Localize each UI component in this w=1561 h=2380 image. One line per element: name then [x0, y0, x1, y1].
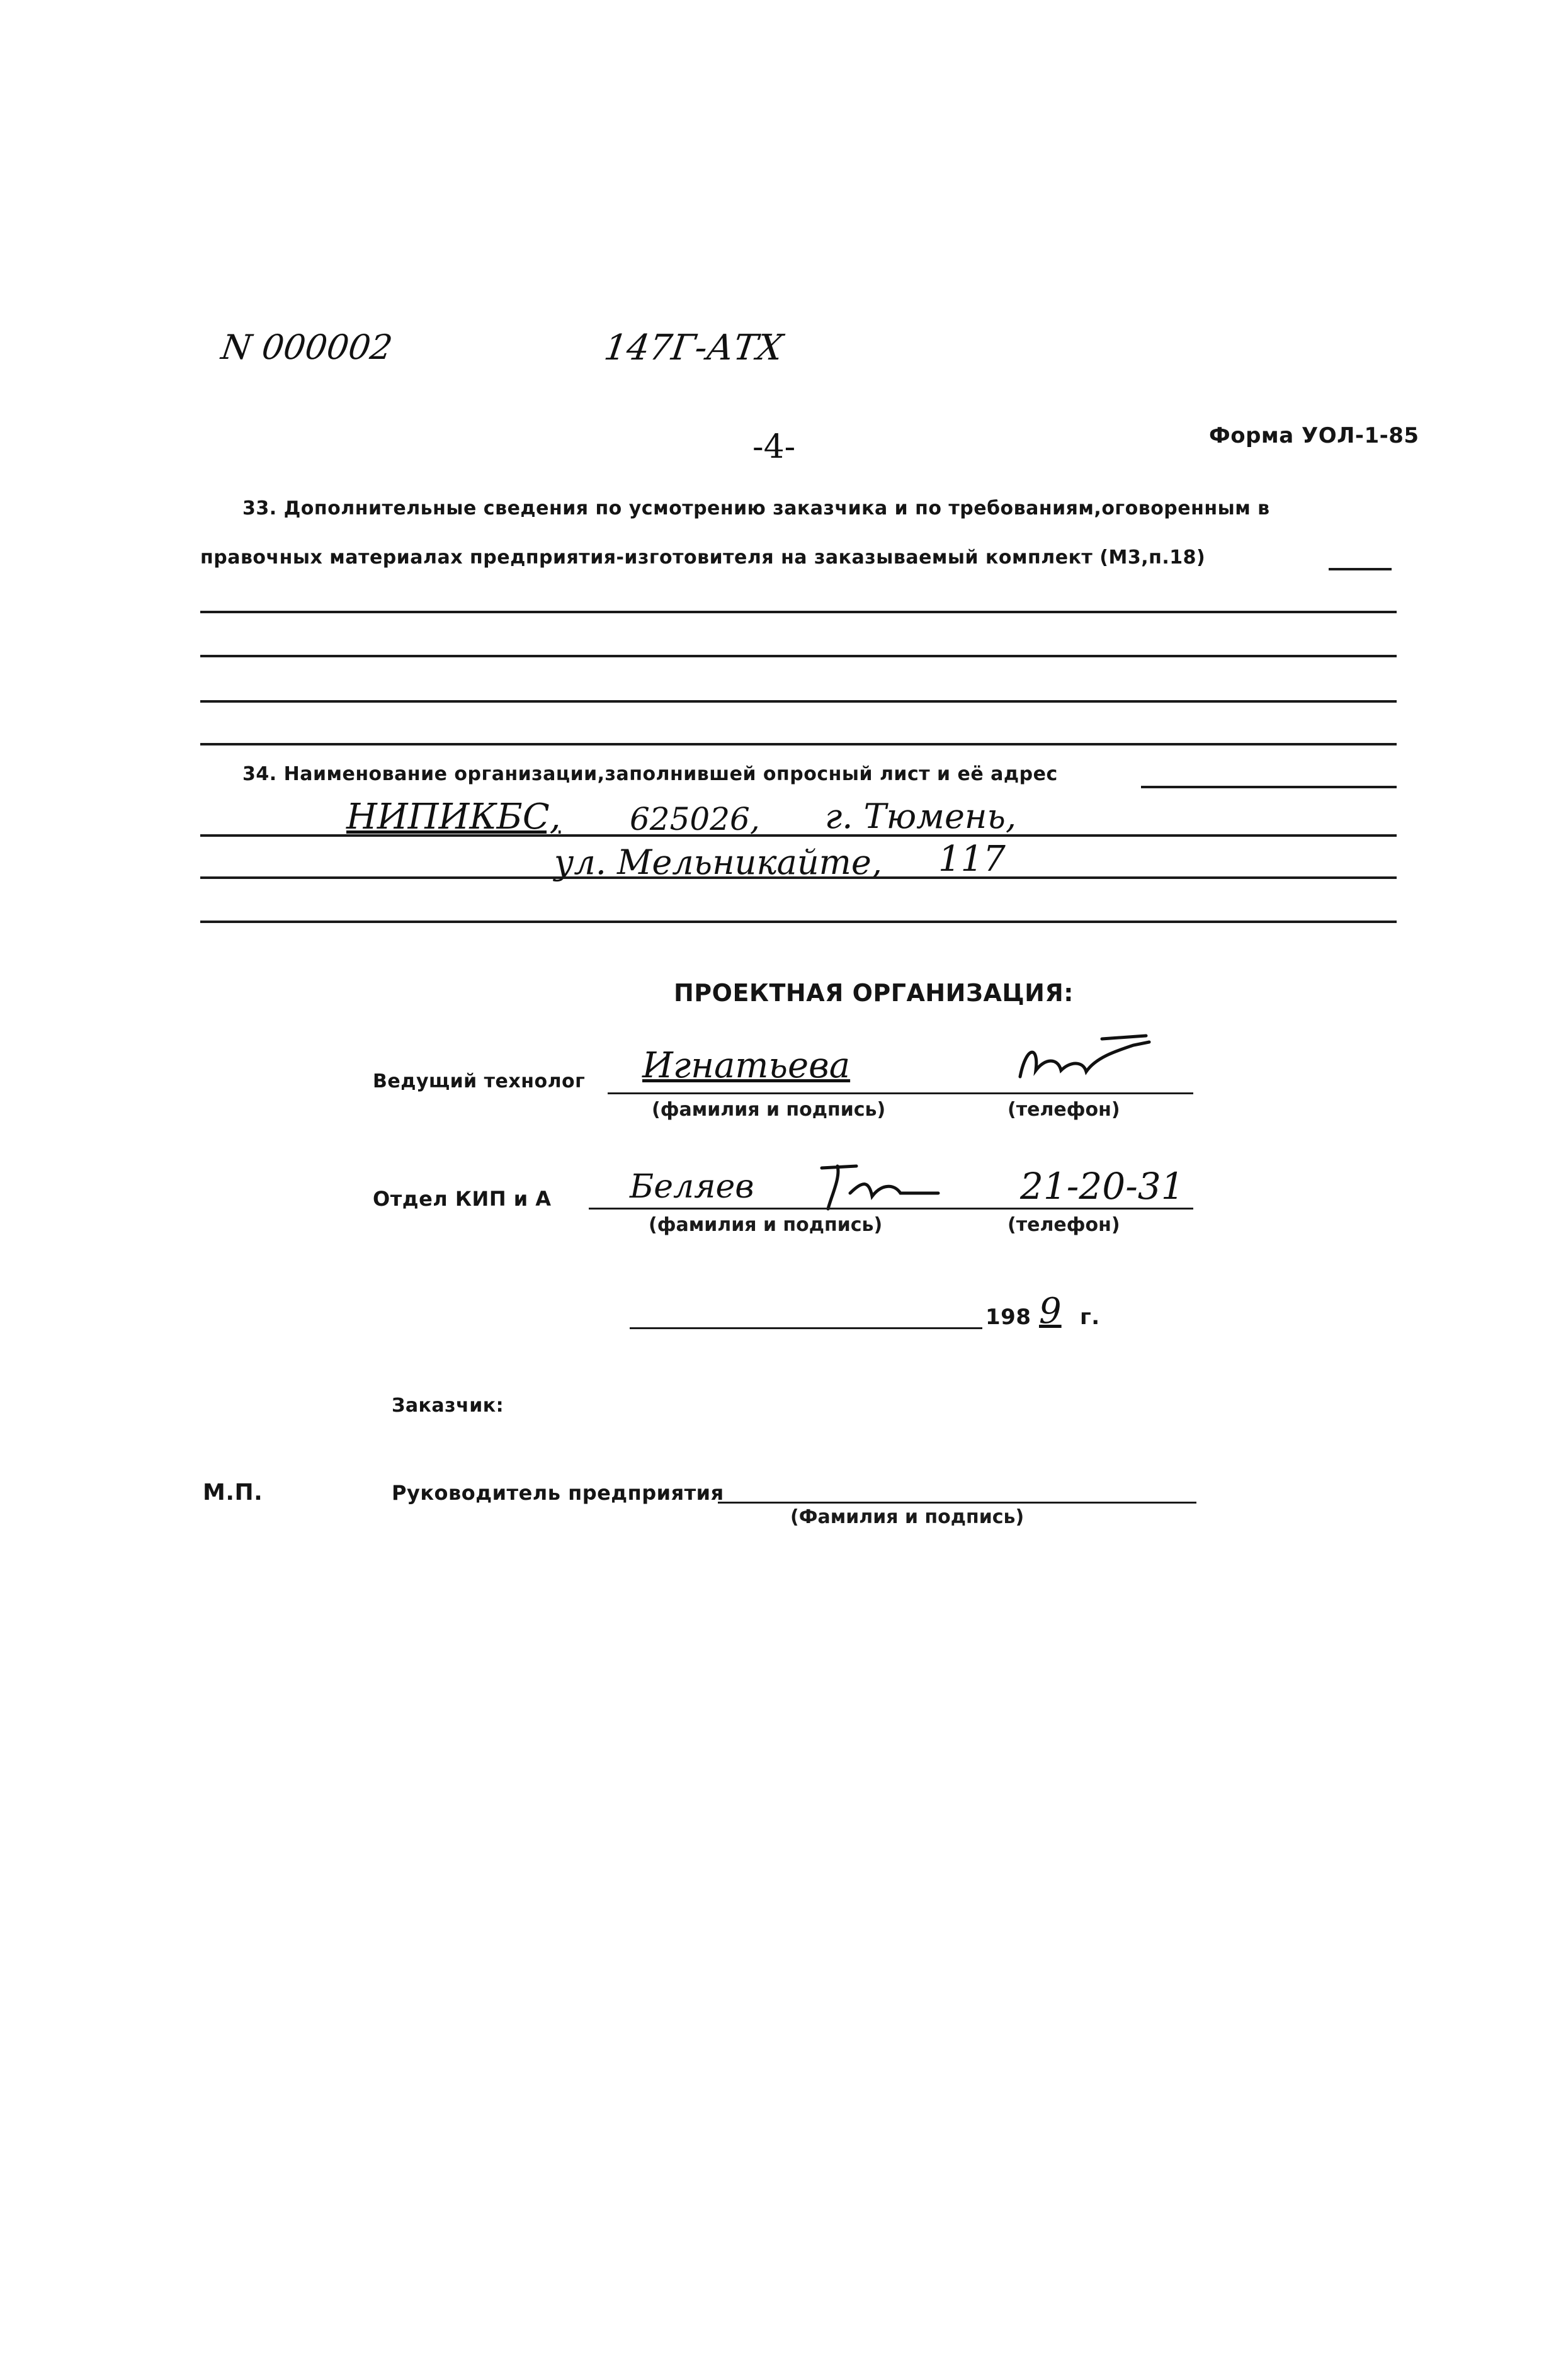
organization-postcode: 625026,	[630, 801, 760, 837]
address-line-3	[200, 921, 1397, 923]
address-line-2	[200, 876, 1397, 879]
lead-technologist-name: Игнатьева	[642, 1045, 851, 1086]
kip-department-phone: 21-20-31	[1020, 1165, 1184, 1208]
kip-department-phone-caption: (телефон)	[1008, 1214, 1120, 1236]
section-34-label: 34. Наименование организации,заполнившей опросный лист и её адрес	[242, 763, 1058, 785]
organization-name: НИПИКБС,	[346, 796, 561, 837]
lead-technologist-signature	[1008, 1033, 1159, 1089]
kip-department-label: Отдел КИП и А	[373, 1187, 552, 1211]
head-of-enterprise-label: Руководитель предприятия	[392, 1481, 724, 1505]
section-33-tail-line	[1329, 568, 1392, 570]
lead-technologist-phone-caption: (телефон)	[1008, 1099, 1120, 1121]
stamp-label: М.П.	[203, 1480, 263, 1505]
section-33-blank-line-4	[200, 743, 1397, 745]
date-suffix: г.	[1080, 1305, 1100, 1330]
date-year-digit: 9	[1039, 1291, 1062, 1332]
section-34-tail-line	[1141, 786, 1397, 788]
head-of-enterprise-caption: (Фамилия и подпись)	[790, 1506, 1025, 1528]
lead-technologist-label: Ведущий технолог	[373, 1070, 586, 1092]
form-code: Форма УОЛ-1-85	[1209, 423, 1419, 448]
organization-house-number: 117	[938, 839, 1006, 880]
date-line	[630, 1327, 982, 1329]
address-line-1	[200, 834, 1397, 837]
kip-department-name: Беляев	[630, 1168, 754, 1206]
section-33-blank-line-3	[200, 700, 1397, 703]
section-33-label: 33. Дополнительные сведения по усмотрению заказчика и по требованиям,оговоренным в	[242, 497, 1270, 519]
kip-department-signature	[812, 1159, 951, 1215]
document-number: N 000002	[219, 327, 395, 367]
project-code: 147Г-АТХ	[601, 327, 786, 368]
kip-department-name-caption: (фамилия и подпись)	[649, 1214, 883, 1236]
date-year-prefix: 198	[985, 1305, 1031, 1330]
lead-technologist-line	[608, 1092, 1193, 1094]
customer-heading: Заказчик:	[392, 1395, 504, 1417]
head-of-enterprise-line	[718, 1502, 1196, 1504]
organization-street: ул. Мельникайте,	[554, 842, 882, 882]
section-33-blank-line-2	[200, 655, 1397, 657]
organization-city: г. Тюмень,	[825, 796, 1017, 836]
design-organization-heading: ПРОЕКТНАЯ ОРГАНИЗАЦИЯ:	[674, 979, 1074, 1007]
section-33-blank-line-1	[200, 611, 1397, 613]
page-number: -4-	[752, 428, 796, 466]
lead-technologist-name-caption: (фамилия и подпись)	[652, 1099, 886, 1121]
section-33-line2: правочных материалах предприятия-изготовителя на заказываемый комплект (М3,п.18)	[200, 547, 1206, 569]
kip-department-line	[589, 1208, 1193, 1210]
